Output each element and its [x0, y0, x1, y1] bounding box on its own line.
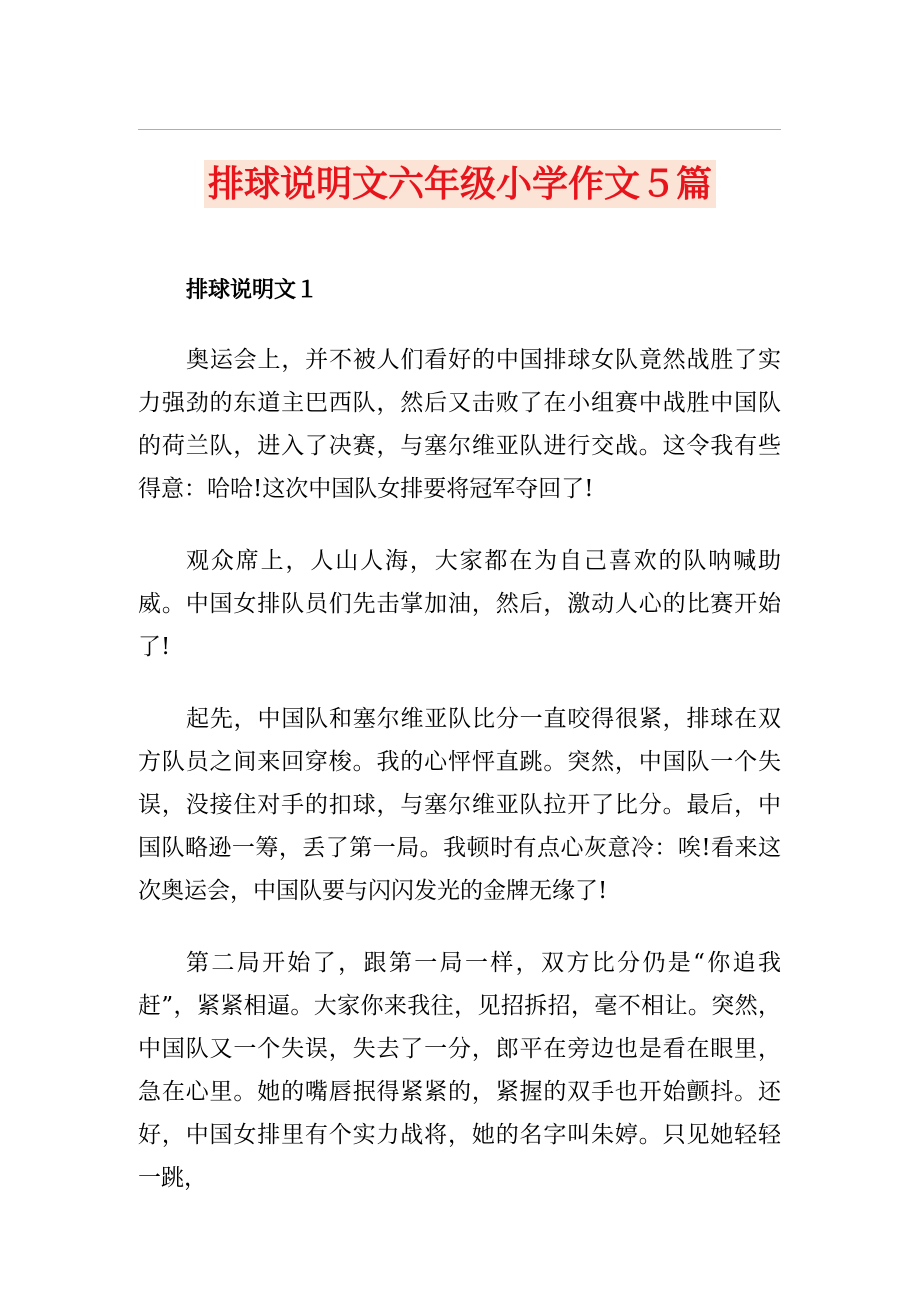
- paragraph-4: 第二局开始了，跟第一局一样，双方比分仍是“你追我赶”，紧紧相逼。大家你来我往，见招拆招，毫不相让。突然，中国队又一个失误，失去了一分，郎平在旁边也是看在眼里，急在心里。她的嘴唇抿得紧紧的，紧握的双手也开始颤抖。还好，中国女排里有个实力战将，她的名字叫朱婷。只见她轻轻一跳，: [138, 950, 781, 1191]
- document-body: [138, 268, 781, 1200]
- header-rule: [138, 129, 781, 130]
- title-container: [0, 160, 920, 208]
- paragraph-2: 观众席上，人山人海，大家都在为自己喜欢的队呐喊助威。中国女排队员们先击掌加油，然后，激动人心的比赛开始了!: [138, 548, 781, 660]
- spacer: [138, 913, 781, 942]
- spacer: [138, 511, 781, 540]
- paragraph-3: 起先，中国队和塞尔维亚队比分一直咬得很紧，排球在双方队员之间来回穿梭。我的心怦怦直跳。突然，中国队一个失误，没接住对手的扣球，与塞尔维亚队拉开了比分。最后，中国队略逊一筹，丢了第一局。我顿时有点心灰意冷：唉!看来这次奥运会，中国队要与闪闪发光的金牌无缘了!: [138, 706, 781, 904]
- paragraph-1: 奥运会上，并不被人们看好的中国排球女队竟然战胜了实力强劲的东道主巴西队，然后又击败了在小组赛中战胜中国队的荷兰队，进入了决赛，与塞尔维亚队进行交战。这令我有些得意：哈哈!这次中国队女排要将冠军夺回了!: [138, 347, 781, 502]
- spacer: [138, 312, 781, 339]
- section-heading: 排球说明文１: [186, 277, 319, 303]
- document-title: 排球说明文六年级小学作文５篇: [204, 160, 716, 208]
- spacer: [138, 669, 781, 698]
